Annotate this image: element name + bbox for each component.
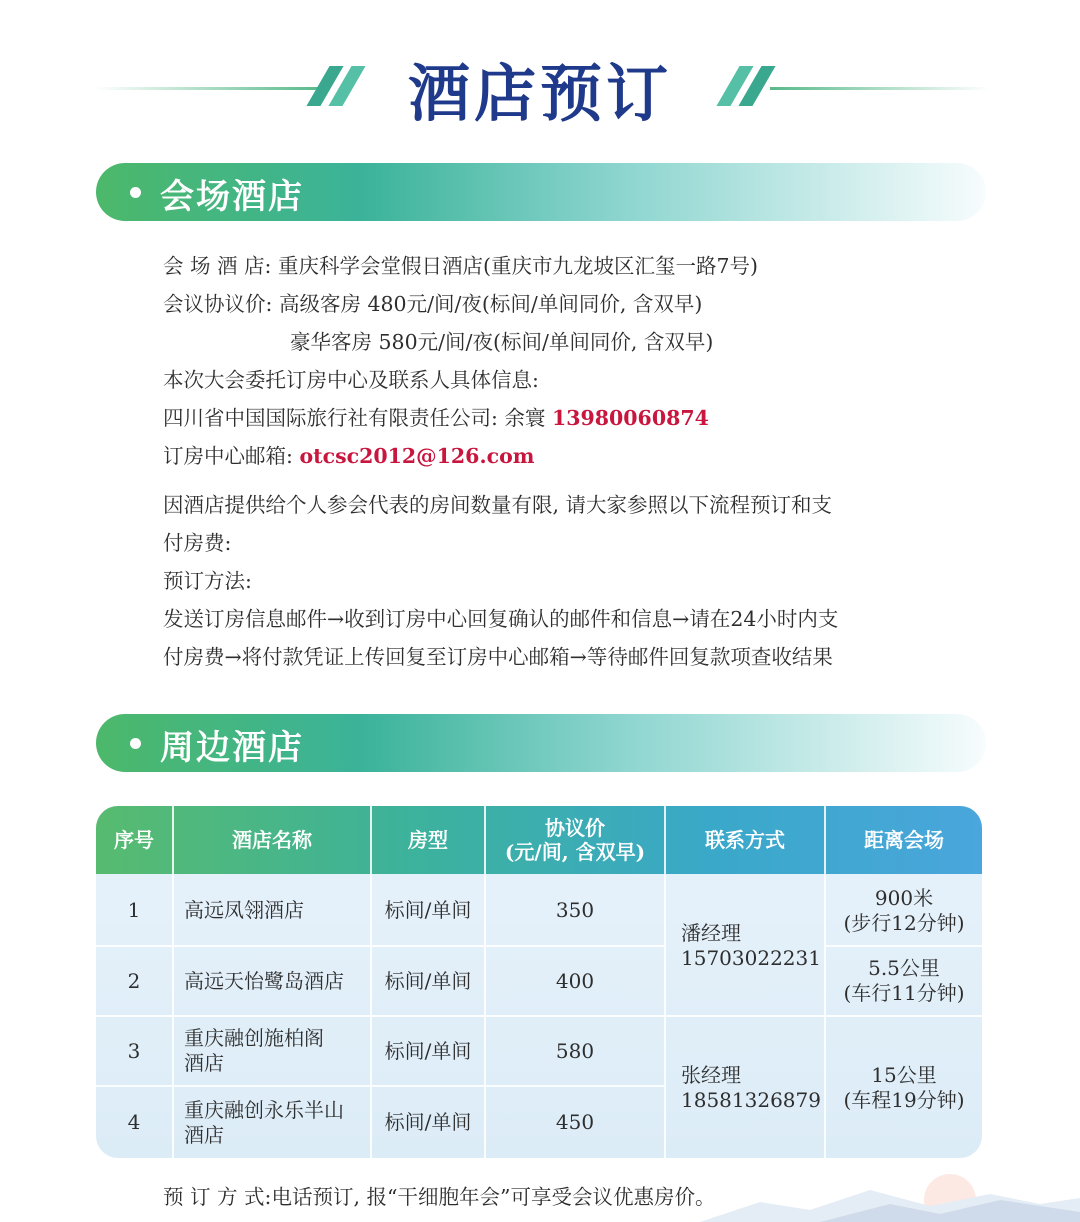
section-heading: 会场酒店: [160, 177, 304, 217]
cell-hotel-name: [184, 1087, 370, 1158]
agency-line: [163, 399, 758, 437]
price-label: 会议协议价:: [163, 292, 273, 316]
nearby-hotels-table: [96, 806, 982, 1158]
column-header-contact: 联系方式: [705, 828, 785, 852]
cell-distance: [826, 947, 982, 1015]
venue-line: [163, 247, 758, 285]
cell-distance: [826, 876, 982, 945]
venue-info: [163, 247, 758, 475]
section-header-nearby-hotels: [96, 714, 986, 772]
cell-seq: 4: [127, 1110, 141, 1134]
cell-room-type: 标间/单间: [384, 898, 472, 922]
footer-label: 预 订 方 式:: [163, 1185, 272, 1209]
email-link[interactable]: otcsc2012@126.com: [299, 444, 535, 468]
section-heading: 周边酒店: [160, 728, 304, 768]
column-divider: [172, 806, 174, 1158]
column-header-distance: 距离会场: [864, 828, 944, 852]
flow-line: 发送订房信息邮件→收到订房中心回复确认的邮件和信息→请在24小时内支: [163, 607, 839, 631]
cell-room-type: 标间/单间: [384, 1038, 472, 1063]
contact-name: 张经理: [681, 1062, 741, 1087]
column-header-price: [486, 806, 664, 874]
cell-seq: 3: [127, 1038, 141, 1063]
contact-phone[interactable]: 18581326879: [681, 1087, 821, 1112]
notice-line: 因酒店提供给个人参会代表的房间数量有限, 请大家参照以下流程预订和支: [163, 493, 833, 517]
cell-price: 450: [555, 1110, 595, 1134]
booking-method-footer: [163, 1180, 715, 1210]
entrust-line: 本次大会委托订房中心及联系人具体信息:: [163, 368, 539, 392]
cell-hotel-name: 高远天怡鹭岛酒店: [184, 968, 344, 993]
cell-hotel-name: 高远凤翎酒店: [184, 898, 304, 922]
email-line: [163, 437, 758, 475]
notice-line: 付房费:: [163, 531, 232, 555]
cell-contact: [681, 1017, 824, 1158]
cell-room-type: 标间/单间: [384, 968, 472, 993]
distance-time: (车行11分钟): [843, 981, 965, 1005]
column-header-name: 酒店名称: [232, 828, 312, 852]
contact-phone[interactable]: 15703022231: [681, 945, 821, 970]
contact-name: 潘经理: [681, 920, 741, 945]
hotel-name-line2: 酒店: [184, 1051, 224, 1075]
footer-text: 电话预订, 报“干细胞年会”可享受会议优惠房价。: [271, 1185, 716, 1209]
email-label: 订房中心邮箱:: [163, 444, 293, 468]
price-value-1: 高级客房 480元/间/夜(标间/单间同价, 含双早): [278, 292, 703, 316]
distance-value: 15公里: [871, 1062, 937, 1087]
price-line: [163, 285, 758, 323]
hotel-name-line1: 重庆融创永乐半山: [184, 1097, 344, 1122]
agency-text: 四川省中国国际旅行社有限责任公司: 余寰: [163, 406, 546, 430]
venue-value: 重庆科学会堂假日酒店(重庆市九龙坡区汇玺一路7号): [278, 254, 759, 278]
price-header-line2: (元/间, 含双早): [504, 840, 646, 864]
bullet-icon: [130, 187, 141, 198]
page-header: [0, 20, 1080, 130]
page-title: 酒店预订: [407, 57, 672, 130]
cell-seq: 2: [127, 968, 141, 993]
section-header-venue-hotel: [96, 163, 986, 221]
price-value-2: 豪华客房 580元/间/夜(标间/单间同价, 含双早): [290, 330, 714, 354]
price-header-line1: 协议价: [545, 816, 605, 840]
cell-contact: [681, 876, 824, 1015]
mountain-deco-icon: [700, 1160, 1080, 1222]
cell-room-type: 标间/单间: [384, 1110, 472, 1134]
cell-price: 350: [555, 898, 595, 922]
agency-phone[interactable]: 13980060874: [551, 406, 709, 430]
distance-value: 5.5公里: [868, 956, 940, 980]
hotel-name-line2: 酒店: [184, 1122, 224, 1147]
cell-seq: 1: [127, 898, 141, 922]
distance-value: 900米: [874, 885, 934, 910]
price-line-2: [163, 323, 758, 361]
booking-notice: [163, 486, 838, 676]
cell-hotel-name: [184, 1017, 370, 1085]
table-header: [96, 806, 982, 874]
hotel-name-line1: 重庆融创施柏阁: [184, 1026, 324, 1050]
column-divider: [664, 806, 666, 1158]
cell-price: 580: [555, 1038, 595, 1063]
cell-distance: [826, 1017, 982, 1158]
column-header-room: 房型: [408, 828, 448, 852]
distance-time: (车程19分钟): [843, 1087, 965, 1112]
column-header-seq: 序号: [114, 828, 154, 852]
venue-label: 会 场 酒 店:: [163, 254, 272, 278]
cell-price: 400: [555, 968, 595, 993]
distance-time: (步行12分钟): [843, 910, 965, 935]
method-label: 预订方法:: [163, 569, 252, 593]
flow-line: 付房费→将付款凭证上传回复至订房中心邮箱→等待邮件回复款项查收结果: [163, 645, 833, 669]
title-line-right: [770, 87, 990, 90]
bullet-icon: [130, 738, 141, 749]
